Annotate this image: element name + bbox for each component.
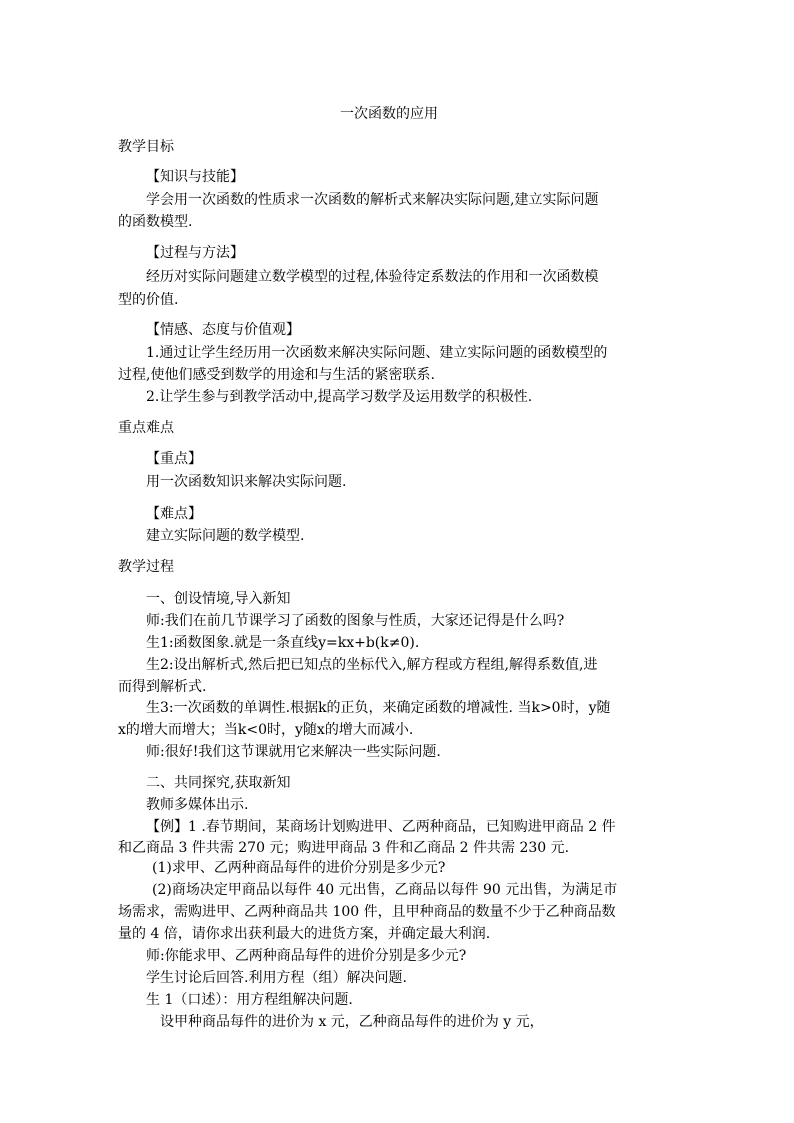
- question2-line3: 量的 4 倍，请你求出获利最大的进货方案，并确定最大利润.: [118, 926, 491, 942]
- part1-student2-line2: 而得到解析式.: [118, 679, 207, 695]
- part1-teacher-question: 师:我们在前几节课学习了函数的图象与性质，大家还记得是什么吗?: [146, 613, 565, 629]
- focus-text: 用一次函数知识来解决实际问题.: [146, 474, 347, 490]
- question1: (1)求甲、乙两种商品每件的进价分别是多少元?: [152, 860, 446, 876]
- teaching-process-heading: 教学过程: [118, 559, 174, 575]
- part1-student2-line1: 生2:设出解析式,然后把已知点的坐标代入,解方程或方程组,解得系数值,进: [146, 657, 598, 673]
- process-method-text-line1: 经历对实际问题建立数学模型的过程,体验待定系数法的作用和一次函数模: [146, 269, 599, 285]
- difficulty-text: 建立实际问题的数学模型.: [146, 528, 305, 544]
- objectives-heading: 教学目标: [118, 139, 174, 155]
- question2-line1: (2)商场决定甲商品以每件 40 元出售，乙商品以每件 90 元出售，为满足市: [152, 882, 618, 898]
- part1-title: 一、创设情境,导入新知: [146, 591, 291, 607]
- process-method-text-line2: 型的价值.: [118, 292, 179, 308]
- key-points-heading: 重点难点: [118, 420, 174, 436]
- part2-intro: 教师多媒体出示.: [146, 797, 249, 813]
- knowledge-label: 【知识与技能】: [146, 169, 244, 185]
- document-title: 一次函数的应用: [340, 106, 438, 122]
- part1-student3-line1: 生3:一次函数的单调性.根据k的正负，来确定函数的增减性. 当k>0时，y随: [146, 700, 611, 716]
- part2-teacher-question: 师:你能求甲、乙两种商品每件的进价分别是多少元?: [146, 948, 467, 964]
- emotion-item1-line1: 1.通过让学生经历用一次函数来解决实际问题、建立实际问题的函数模型的: [146, 345, 608, 361]
- part1-student3-line2: x的增大而增大；当k<0时，y随x的增大而减小.: [118, 722, 414, 738]
- part2-student1-setup: 设甲种商品每件的进价为 x 元，乙种商品每件的进价为 y 元，: [160, 1014, 544, 1030]
- part2-title: 二、共同探究,获取新知: [146, 775, 291, 791]
- part2-discussion: 学生讨论后回答.利用方程（组）解决问题.: [146, 970, 407, 986]
- question2-line2: 场需求，需购进甲、乙两种商品共 100 件，且甲种商品的数量不少于乙种商品数: [118, 904, 616, 920]
- emotion-label: 【情感、态度与价值观】: [146, 322, 300, 338]
- focus-label: 【重点】: [146, 451, 202, 467]
- difficulty-label: 【难点】: [146, 506, 202, 522]
- part2-student1-oral: 生 1（口述）：用方程组解决问题.: [146, 992, 353, 1008]
- part1-teacher-answer: 师:很好!我们这节课就用它来解决一些实际问题.: [146, 744, 441, 760]
- emotion-item1-line2: 过程,使他们感受到数学的用途和与生活的紧密联系.: [118, 367, 435, 383]
- knowledge-text-line2: 的函数模型.: [118, 214, 193, 230]
- example-line2: 和乙商品 3 件共需 270 元；购进甲商品 3 件和乙商品 2 件共需 230 元.: [118, 840, 570, 856]
- part1-student1: 生1:函数图象.就是一条直线y=kx+b(k≠0).: [146, 635, 420, 651]
- example-line1: 【例】1 .春节期间，某商场计划购进甲、乙两种商品，已知购进甲商品 2 件: [146, 819, 616, 835]
- knowledge-text-line1: 学会用一次函数的性质求一次函数的解析式来解决实际问题,建立实际问题: [146, 192, 599, 208]
- process-method-label: 【过程与方法】: [146, 245, 244, 261]
- emotion-item2: 2.让学生参与到教学活动中,提高学习数学及运用数学的积极性.: [146, 389, 533, 405]
